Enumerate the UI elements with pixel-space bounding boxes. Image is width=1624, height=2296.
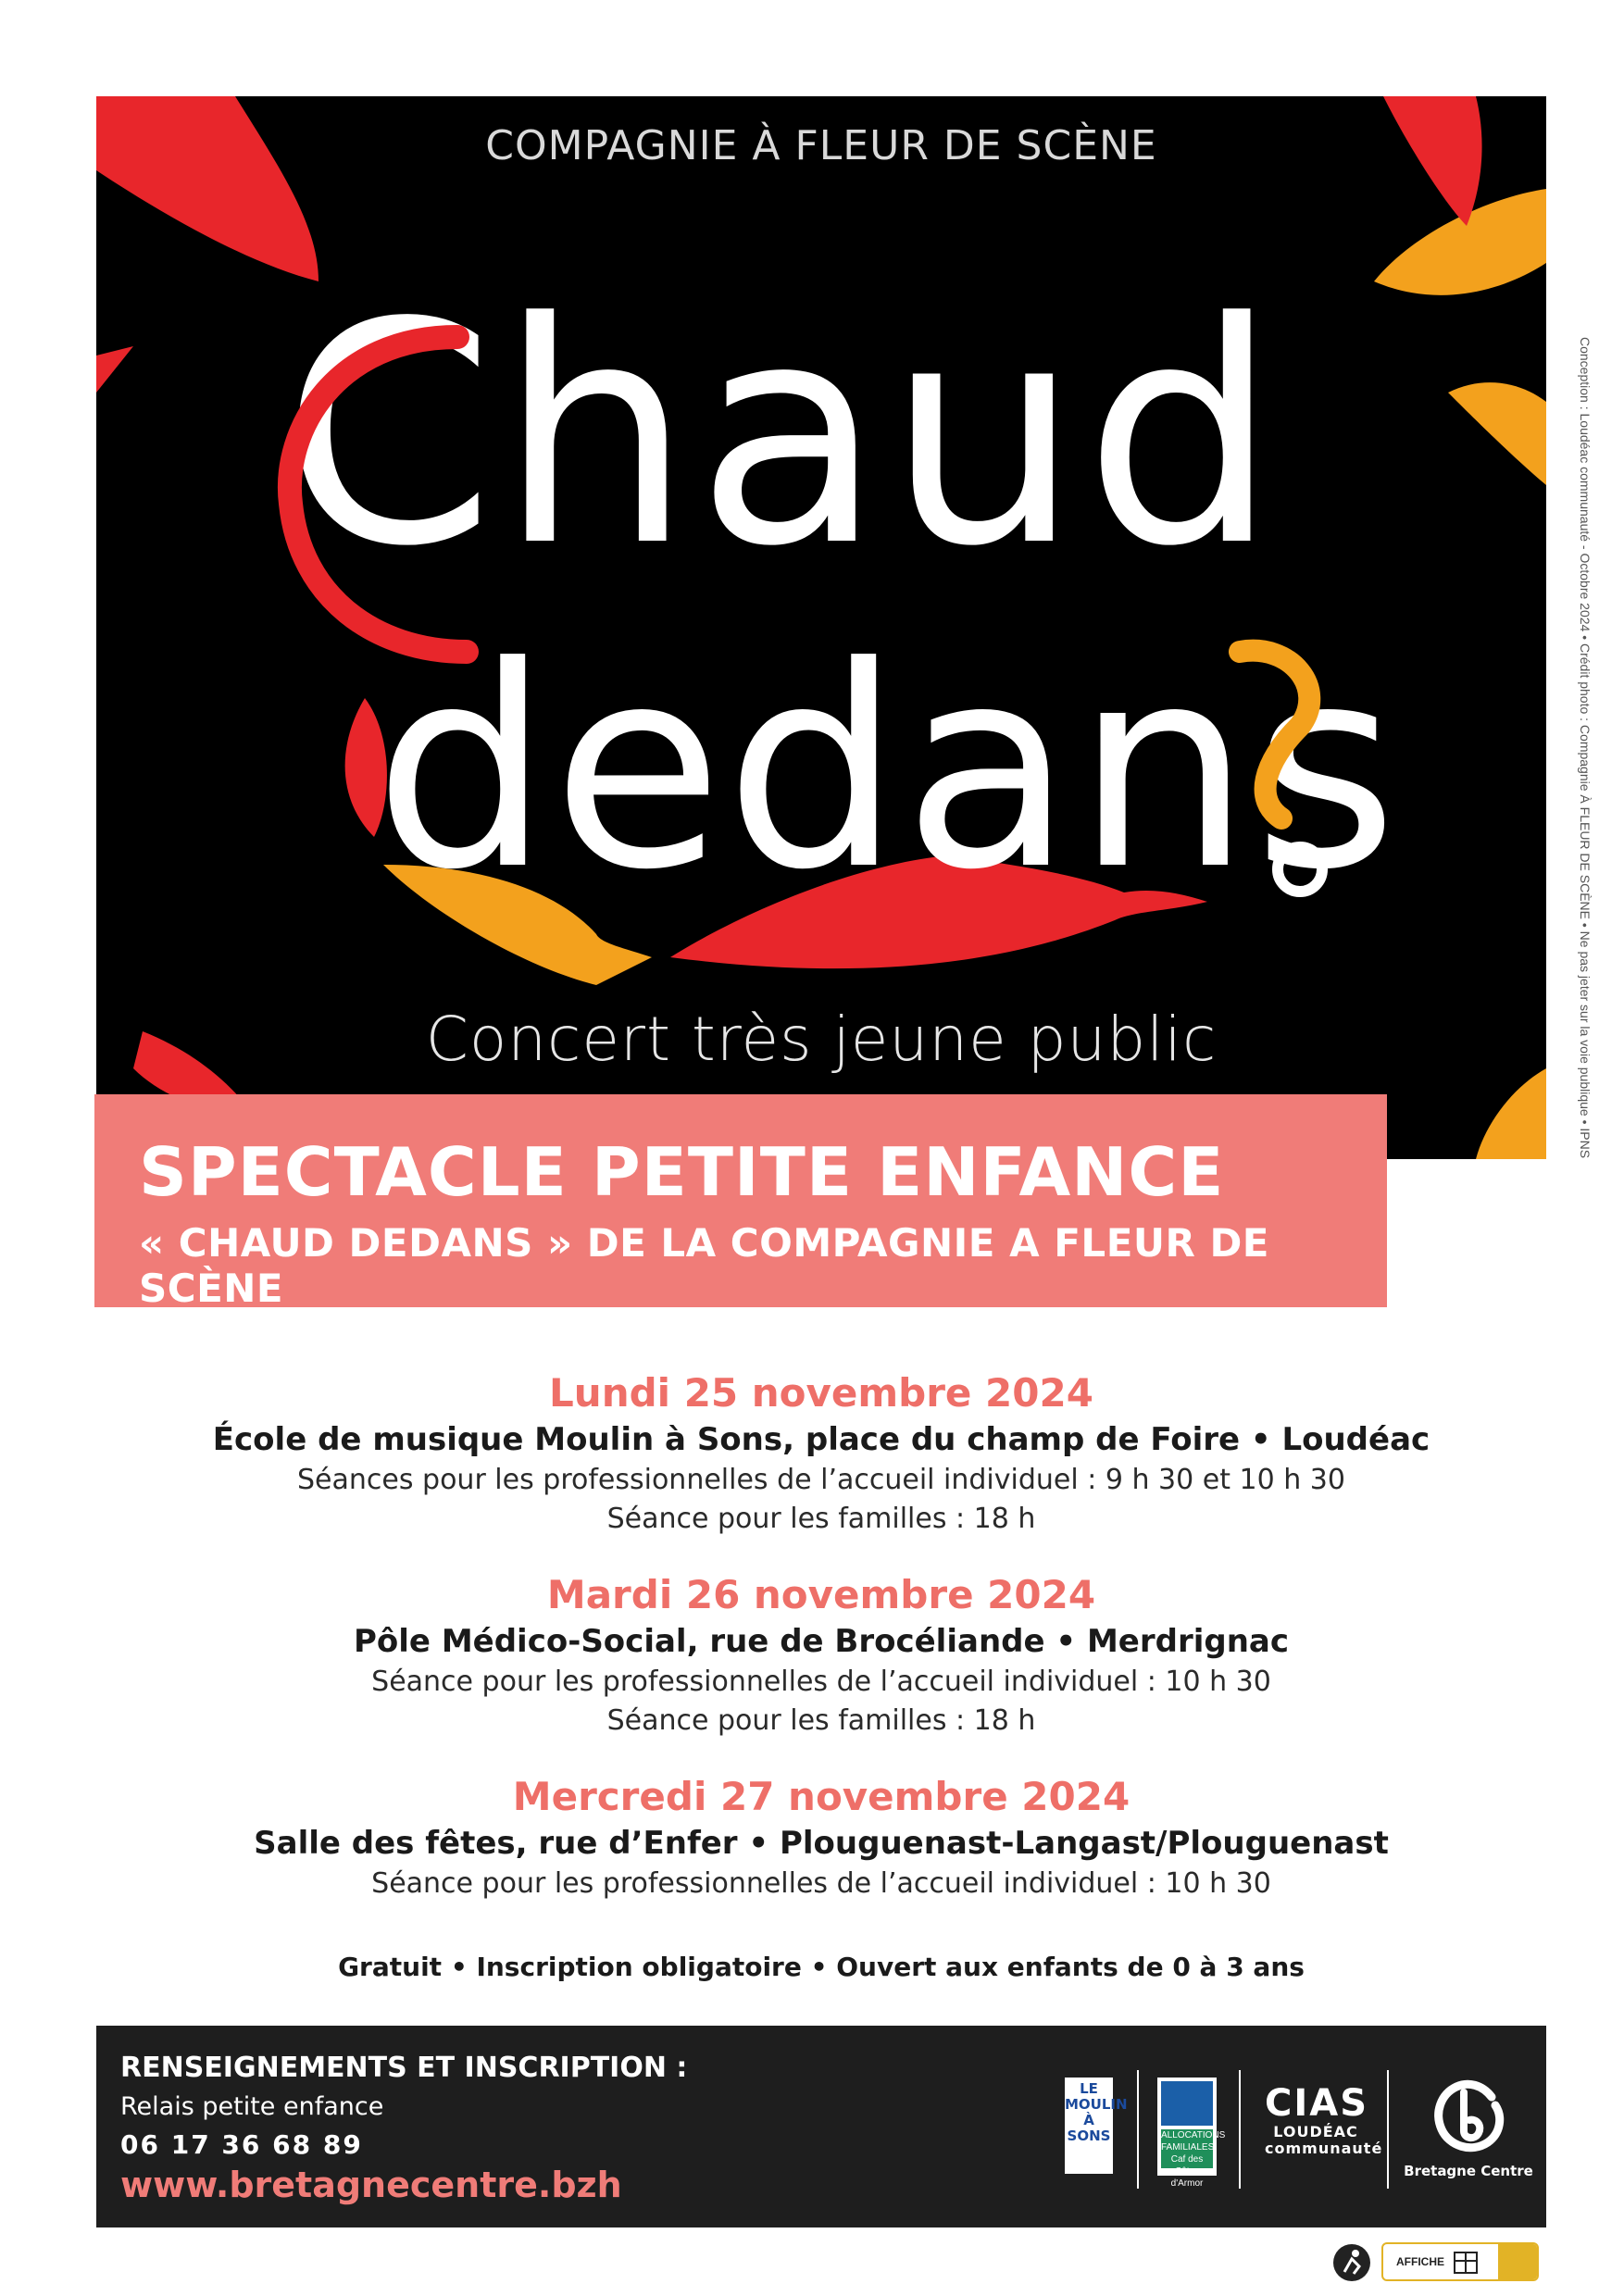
hero-subtitle: Concert très jeune public — [425, 1004, 1218, 1075]
affiche-label: AFFICHE — [1396, 2255, 1444, 2268]
title-banner — [94, 1094, 1387, 1311]
contact-bar — [96, 2026, 1546, 2227]
event-item — [96, 1772, 1546, 1903]
moulin-a-sons-logo: LE MOULIN À SONS — [1065, 2078, 1113, 2174]
cias-logo — [1265, 2082, 1383, 2172]
event-date: Lundi 25 novembre 2024 — [549, 1370, 1093, 1416]
side-credit: Conception : Loudéac communauté - Octobre 2024 • Crédit photo : Compagnie À FLEUR DE SCÈNE • Ne pas jeter sur la voie publique • IPNS — [1578, 337, 1593, 1159]
leaf-orange-right — [1448, 382, 1546, 485]
events-list — [96, 1368, 1546, 1935]
bretagne-centre-logo — [1404, 2068, 1533, 2189]
event-session: Séance pour les professionnelles de l’accueil individuel : 10 h 30 — [371, 1666, 1271, 1698]
banner-subtitle: « CHAUD DEDANS » DE LA COMPAGNIE A FLEUR DE SCÈNE — [139, 1220, 1270, 1311]
hero-artwork-svg — [96, 96, 1546, 1159]
contact-phone: 06 17 36 68 89 — [120, 2129, 363, 2160]
contact-title: RENSEIGNEMENTS ET INSCRIPTION : — [120, 2052, 688, 2084]
company-name: COMPAGNIE À FLEUR DE SCÈNE — [485, 122, 1157, 169]
bin-icon — [1498, 2244, 1537, 2279]
banner-title: SPECTACLE PETITE ENFANCE — [139, 1133, 1225, 1211]
bretagne-centre-icon — [1427, 2074, 1510, 2157]
cias-logo-sub: LOUDÉAC communauté — [1265, 2123, 1383, 2157]
contact-org: Relais petite enfance — [120, 2092, 384, 2121]
event-place: École de musique Moulin à Sons, place du champ de Foire • Loudéac — [212, 1421, 1430, 1458]
logo-divider — [1239, 2070, 1241, 2189]
event-session: Séance pour les professionnelles de l’accueil individuel : 10 h 30 — [371, 1867, 1271, 1900]
logo-divider — [1137, 2070, 1139, 2189]
hero-artwork — [96, 96, 1546, 1159]
contact-website[interactable]: www.bretagnecentre.bzh — [120, 2165, 622, 2205]
event-session: Séance pour les familles : 18 h — [606, 1503, 1036, 1535]
event-place: Salle des fêtes, rue d’Enfer • Plouguenast-Langast/Plouguenast — [254, 1825, 1389, 1862]
event-date: Mercredi 27 novembre 2024 — [512, 1774, 1131, 1819]
caf-label: ALLOCATIONS FAMILIALES Caf des Côtes d'Armor — [1161, 2130, 1226, 2189]
recycling-badges — [1330, 2239, 1543, 2285]
event-item — [96, 1570, 1546, 1741]
event-session: Séance pour les familles : 18 h — [606, 1704, 1036, 1737]
cias-logo-main: CIAS — [1265, 2082, 1369, 2125]
hero-title-line2: dedans — [374, 607, 1400, 930]
bretagne-centre-name: Bretagne Centre — [1404, 2163, 1533, 2179]
event-footnote: Gratuit • Inscription obligatoire • Ouvert aux enfants de 0 à 3 ans — [338, 1952, 1305, 1982]
logo-divider — [1387, 2070, 1389, 2189]
hero-title-line1: Chaud — [281, 257, 1282, 613]
affiche-badge — [1381, 2242, 1539, 2281]
leaf-orange-bottom-right — [1476, 1068, 1546, 1159]
leaf-red-left-small — [96, 346, 133, 393]
paper-bin-icon — [1452, 2250, 1480, 2276]
recycle-person-icon — [1330, 2240, 1374, 2285]
event-session: Séances pour les professionnelles de l’accueil individuel : 9 h 30 et 10 h 30 — [297, 1464, 1345, 1496]
caf-logo — [1157, 2078, 1226, 2189]
caf-emblem-icon — [1161, 2081, 1213, 2126]
event-item — [96, 1368, 1546, 1539]
event-place: Pôle Médico-Social, rue de Brocéliande • Merdrignac — [353, 1623, 1290, 1660]
event-date: Mardi 26 novembre 2024 — [546, 1572, 1096, 1617]
